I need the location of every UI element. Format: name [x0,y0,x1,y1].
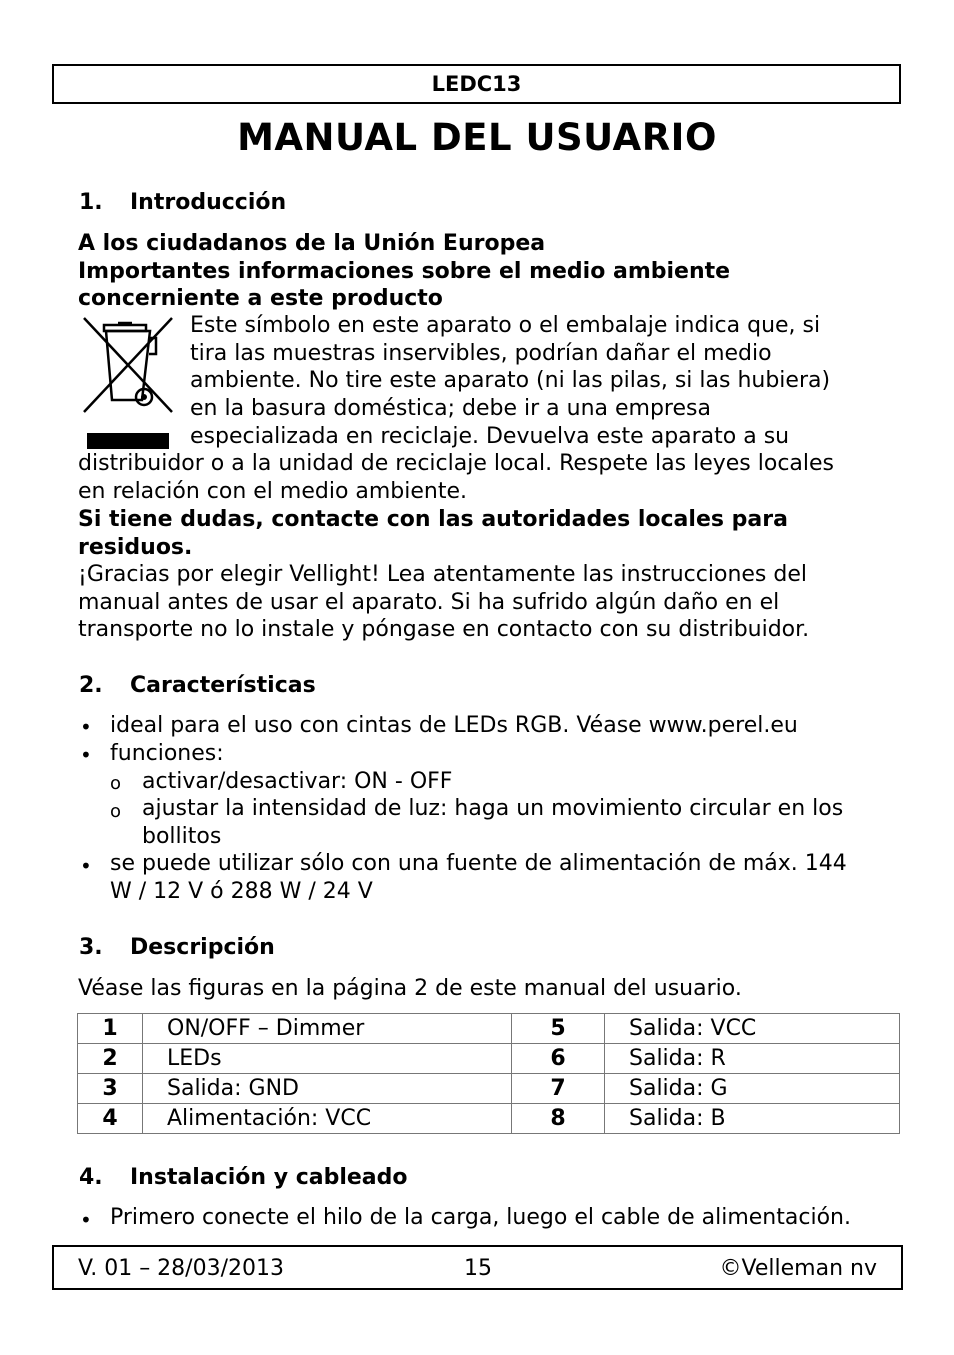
section-title: Introducción [130,190,287,215]
table-row [78,1044,900,1074]
weee-line: ambiente. No tire este aparato (ni las pilas, si las hubiera) [190,368,831,393]
weee-line: distribuidor o a la unidad de reciclaje local. Respete las leyes locales [78,451,835,476]
thanks-line: manual antes de usar el aparato. Si ha sufrido algún daño en el [78,590,780,615]
item-label: LEDs [143,1044,512,1074]
bullet-dot: • [80,854,92,878]
weee-line: tira las muestras inservibles, podrían dañar el medio [190,341,772,366]
item-number: 6 [512,1044,605,1074]
footer-version: V. 01 – 28/03/2013 [78,1256,284,1281]
table-row [78,1014,900,1044]
env-heading-line-1: Importantes informaciones sobre el medio ambiente [78,259,731,284]
feature-subitem: activar/desactivar: ON - OFF [142,769,453,794]
section-title: Instalación y cableado [130,1165,408,1190]
item-label: ON/OFF – Dimmer [143,1014,512,1044]
item-label: Salida: GND [143,1074,512,1104]
feature-item-cont: W / 12 V ó 288 W / 24 V [110,879,373,904]
weee-line: especializada en reciclaje. Devuelva este aparato a su [190,424,790,449]
env-heading-line-2: concerniente a este producto [78,286,443,311]
section-number: 4. [79,1165,103,1190]
item-label: Salida: G [605,1074,900,1104]
table-row [78,1104,900,1134]
description-table [77,1013,900,1134]
section-number: 3. [79,935,103,960]
item-label: Salida: VCC [605,1014,900,1044]
eu-heading: A los ciudadanos de la Unión Europea [78,231,546,256]
weee-line: en relación con el medio ambiente. [78,479,468,504]
doubts-line-1: Si tiene dudas, contacte con las autoridades locales para [78,507,788,532]
weee-line: Este símbolo en este aparato o el embalaje indica que, si [190,313,821,338]
item-number: 4 [78,1104,143,1134]
item-number: 3 [78,1074,143,1104]
section-title: Descripción [130,935,275,960]
doubts-line-2: residuos. [78,535,193,560]
section-number: 2. [79,673,103,698]
item-number: 7 [512,1074,605,1104]
feature-subitem-cont: bollitos [142,824,222,849]
footer-page-number: 15 [464,1256,492,1281]
section-number: 1. [79,190,103,215]
weee-icon [80,314,176,452]
bullet-dot: • [80,715,92,739]
footer-copyright: ©Velleman nv [719,1256,877,1281]
item-number: 5 [512,1014,605,1044]
footer-box [52,1245,903,1290]
sub-bullet-circle: o [110,801,122,822]
item-label: Salida: R [605,1044,900,1074]
item-label: Alimentación: VCC [143,1104,512,1134]
description-intro: Véase las figuras en la página 2 de este manual del usuario. [78,976,742,1001]
bullet-dot: • [80,1208,92,1232]
thanks-line: transporte no lo instale y póngase en contacto con su distribuidor. [78,617,810,642]
install-item: Primero conecte el hilo de la carga, luego el cable de alimentación. [110,1205,851,1230]
item-number: 1 [78,1014,143,1044]
feature-item: ideal para el uso con cintas de LEDs RGB. Véase www.perel.eu [110,713,798,738]
header-model-box [52,64,901,104]
item-label: Salida: B [605,1104,900,1134]
feature-item: funciones: [110,741,224,766]
item-number: 8 [512,1104,605,1134]
page-title: MANUAL DEL USUARIO [237,116,717,159]
table-row [78,1074,900,1104]
item-number: 2 [78,1044,143,1074]
section-title: Características [130,673,316,698]
bullet-dot: • [80,743,92,767]
model-code: LEDC13 [431,72,522,96]
weee-line: en la basura doméstica; debe ir a una empresa [190,396,711,421]
sub-bullet-circle: o [110,773,122,794]
feature-subitem: ajustar la intensidad de luz: haga un movimiento circular en los [142,796,844,821]
feature-item: se puede utilizar sólo con una fuente de alimentación de máx. 144 [110,851,847,876]
thanks-line: ¡Gracias por elegir Vellight! Lea atentamente las instrucciones del [78,562,807,587]
